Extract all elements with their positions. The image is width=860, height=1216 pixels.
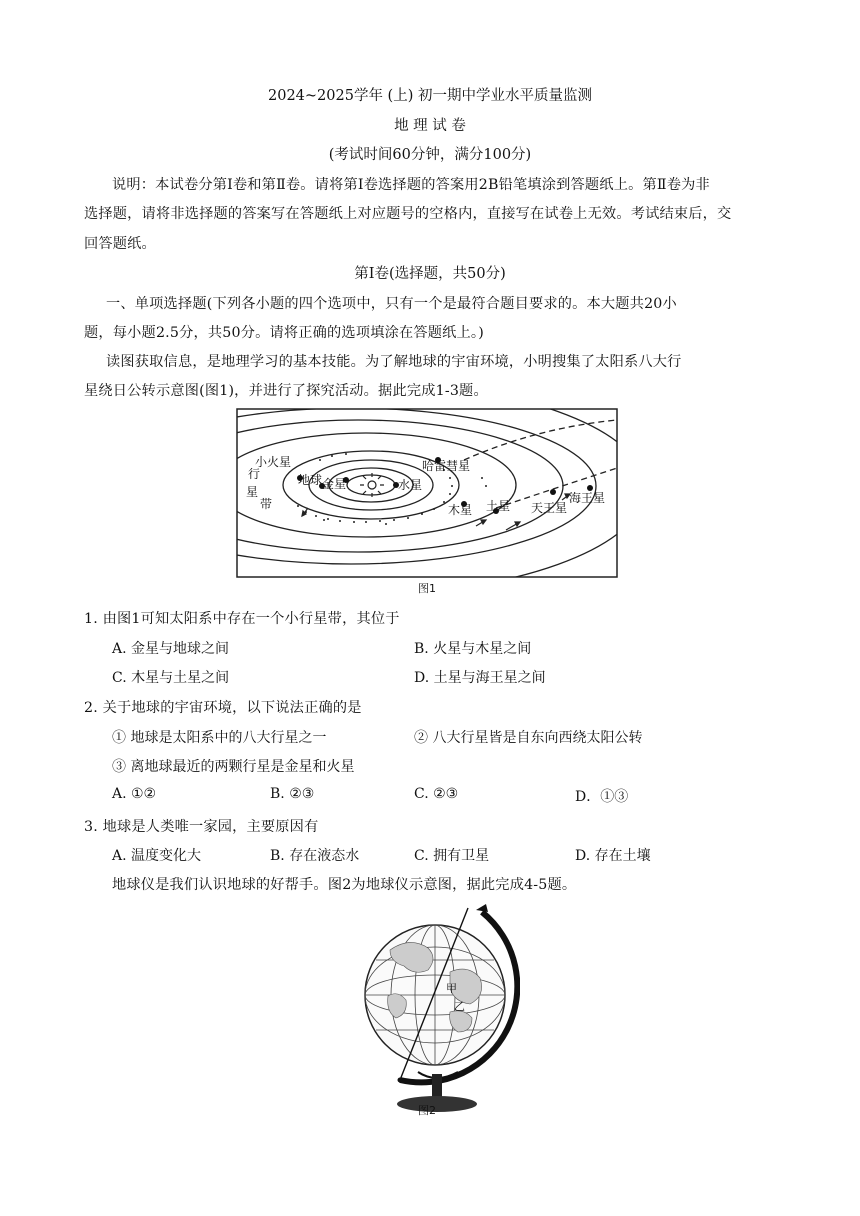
instruction-line-2: 选择题，请将非选择题的答案写在答题纸上对应题号的空格内，直接写在试卷上无效。考试结束后，交 bbox=[84, 206, 732, 222]
q3-option-a: A. 温度变化大 bbox=[112, 848, 202, 864]
q2-option-d: D．①③ bbox=[575, 789, 629, 805]
label-yi: 乙 bbox=[454, 1000, 465, 1013]
subject-title: 地 理 试 卷 bbox=[394, 118, 466, 134]
label-asteroid-1: 行 bbox=[248, 467, 261, 481]
q2-option-b: B. ②③ bbox=[270, 786, 315, 802]
part-instruction-line-2: 题，每小题2.5分，共50分。请将正确的选项填涂在答题纸上。) bbox=[84, 325, 484, 341]
label-mars: 小火星 bbox=[255, 455, 292, 469]
label-asteroid-2: 星 bbox=[246, 485, 259, 499]
q2-statement-1: ① 地球是太阳系中的八大行星之一 bbox=[112, 730, 327, 746]
q2-statement-2: ② 八大行星皆是自东向西绕太阳公转 bbox=[414, 730, 643, 746]
label-mercury: 水星 bbox=[398, 478, 423, 492]
label-neptune: 海王星 bbox=[569, 491, 606, 505]
figure2-globe bbox=[350, 900, 520, 1118]
q1-option-a: A. 金星与地球之间 bbox=[112, 641, 230, 657]
intro1-line-1: 读图获取信息，是地理学习的基本技能。为了解地球的宇宙环境，小明搜集了太阳系八大行 bbox=[106, 354, 682, 370]
q3-option-b: B. 存在液态水 bbox=[270, 848, 360, 864]
q2-option-c: C. ②③ bbox=[414, 786, 459, 802]
q3-option-c: C. 拥有卫星 bbox=[414, 848, 490, 864]
instruction-line-1: 说明：本试卷分第Ⅰ卷和第Ⅱ卷。请将第Ⅰ卷选择题的答案用2B铅笔填涂到答题纸上。第Ⅱ卷为非 bbox=[112, 177, 710, 193]
exam-title: 2024~2025学年 (上) 初一期中学业水平质量监测 bbox=[268, 88, 592, 104]
section-title: 第Ⅰ卷(选择题，共50分) bbox=[354, 266, 506, 282]
figure1-caption: 图1 bbox=[418, 582, 436, 595]
figure2-caption: 图2 bbox=[418, 1104, 436, 1117]
label-saturn: 土星 bbox=[486, 499, 511, 513]
label-halley: 哈雷彗星 bbox=[422, 459, 471, 473]
q1-stem: 1. 由图1可知太阳系中存在一个小行星带，其位于 bbox=[84, 611, 400, 627]
q2-stem: 2. 关于地球的宇宙环境，以下说法正确的是 bbox=[84, 700, 362, 716]
q2-statement-3: ③ 离地球最近的两颗行星是金星和火星 bbox=[112, 759, 355, 775]
label-venus: 金星 bbox=[322, 477, 347, 491]
q2-option-a: A. ①② bbox=[112, 786, 157, 802]
figure1-solar-system bbox=[236, 408, 618, 578]
q1-option-b: B. 火星与木星之间 bbox=[414, 641, 532, 657]
intro1-line-2: 星绕日公转示意图(图1)，并进行了探究活动。据此完成1-3题。 bbox=[84, 383, 488, 399]
part-instruction-line-1: 一、单项选择题(下列各小题的四个选项中，只有一个是最符合题目要求的。本大题共20小 bbox=[106, 296, 677, 312]
label-jia: 甲 bbox=[446, 982, 457, 995]
label-asteroid-3: 带 bbox=[260, 497, 273, 511]
label-earth: 地球 bbox=[298, 473, 323, 487]
intro2: 地球仪是我们认识地球的好帮手。图2为地球仪示意图，据此完成4-5题。 bbox=[112, 877, 577, 893]
q3-option-d: D. 存在土壤 bbox=[575, 848, 651, 864]
q1-option-c: C. 木星与土星之间 bbox=[112, 670, 230, 686]
label-jupiter: 木星 bbox=[448, 503, 473, 517]
q3-stem: 3. 地球是人类唯一家园，主要原因有 bbox=[84, 819, 319, 835]
q1-option-d: D. 土星与海王星之间 bbox=[414, 670, 546, 686]
label-uranus: 天王星 bbox=[531, 501, 568, 515]
exam-info: (考试时间60分钟，满分100分) bbox=[328, 147, 532, 163]
instruction-line-3: 回答题纸。 bbox=[84, 236, 156, 252]
